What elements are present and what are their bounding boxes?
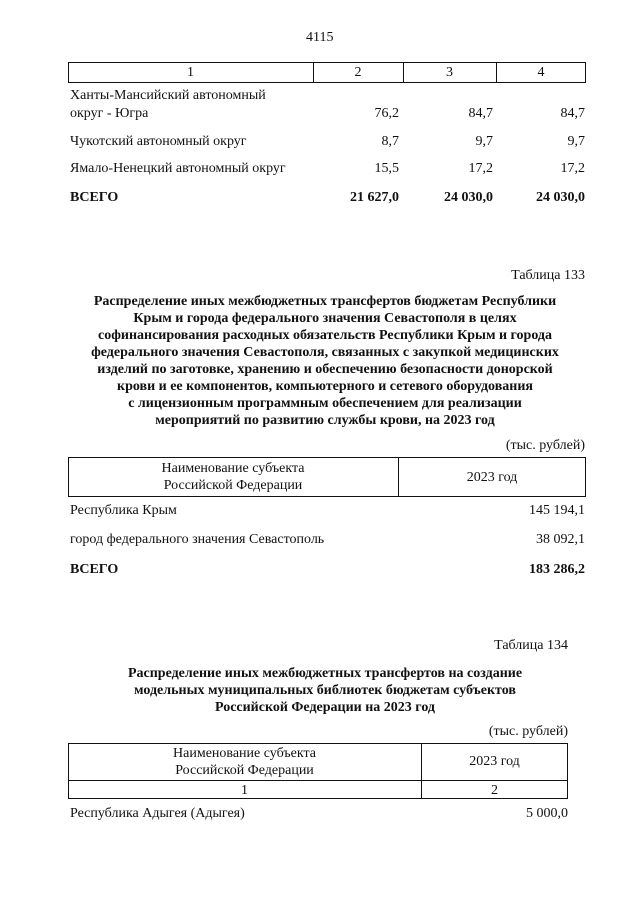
- total-label: ВСЕГО: [70, 562, 119, 577]
- row-value: 5 000,0: [526, 806, 568, 821]
- row-name: Республика Крым: [70, 503, 177, 518]
- row-value: 8,7: [381, 134, 399, 149]
- header-subject: Наименование субъекта Российской Федерации: [161, 461, 305, 493]
- row-value: 76,2: [374, 106, 399, 121]
- row-value: 9,7: [475, 134, 493, 149]
- total-value: 24 030,0: [444, 190, 493, 205]
- total-label: ВСЕГО: [70, 190, 119, 205]
- total-value: 21 627,0: [350, 190, 399, 205]
- header-subject: Наименование субъекта Российской Федерации: [173, 745, 316, 778]
- row-name: Чукотский автономный округ: [70, 134, 247, 149]
- row-value: 17,2: [468, 161, 493, 176]
- row-value: 145 194,1: [529, 503, 585, 518]
- total-value: 24 030,0: [536, 190, 585, 205]
- header-year: 2023 год: [469, 754, 520, 769]
- table-label: Таблица 134: [494, 638, 568, 653]
- row-name: округ - Югра: [70, 106, 149, 121]
- header-year: 2023 год: [466, 469, 518, 485]
- row-value: 9,7: [567, 134, 585, 149]
- table-title: Распределение иных межбюджетных трансфертов бюджетам Республики Крым и города федерального значения Севастополя в целях софинансирования расходных обязательств Республики Крым и города федерального значения Севастополя, связанных с закупкой медицинских изделий по заготовке, хранению и обеспечению безопасности донорской крови и ее компонентов, компьютерного и сетевого оборудования с лицензионным программным обеспечением для реализации мероприятий по развитию службы крови, на 2023 год: [91, 294, 559, 428]
- column-number: 1: [187, 65, 194, 80]
- row-name: город федерального значения Севастополь: [70, 532, 325, 547]
- row-value: 84,7: [468, 106, 493, 121]
- column-number: 1: [241, 782, 248, 798]
- column-number: 3: [446, 65, 453, 80]
- row-value: 38 092,1: [536, 532, 585, 547]
- row-value: 17,2: [560, 161, 585, 176]
- row-name: Ханты-Мансийский автономный: [70, 88, 266, 103]
- row-name: Ямало-Ненецкий автономный округ: [70, 161, 286, 176]
- unit-label: (тыс. рублей): [488, 724, 568, 739]
- table-title: Распределение иных межбюджетных трансфертов на создание модельных муниципальных библиотек бюджетам субъектов Российской Федерации на 2023 год: [127, 666, 523, 715]
- unit-label: (тыс. рублей): [505, 438, 585, 453]
- column-number: 2: [491, 782, 498, 798]
- total-value: 183 286,2: [529, 562, 585, 577]
- row-value: 15,5: [374, 161, 399, 176]
- page-number: 4115: [306, 30, 334, 45]
- column-number: 2: [354, 65, 362, 80]
- row-value: 84,7: [560, 106, 585, 121]
- column-number: 4: [537, 65, 545, 80]
- row-name: Республика Адыгея (Адыгея): [70, 806, 245, 821]
- table-label: Таблица 133: [511, 268, 585, 283]
